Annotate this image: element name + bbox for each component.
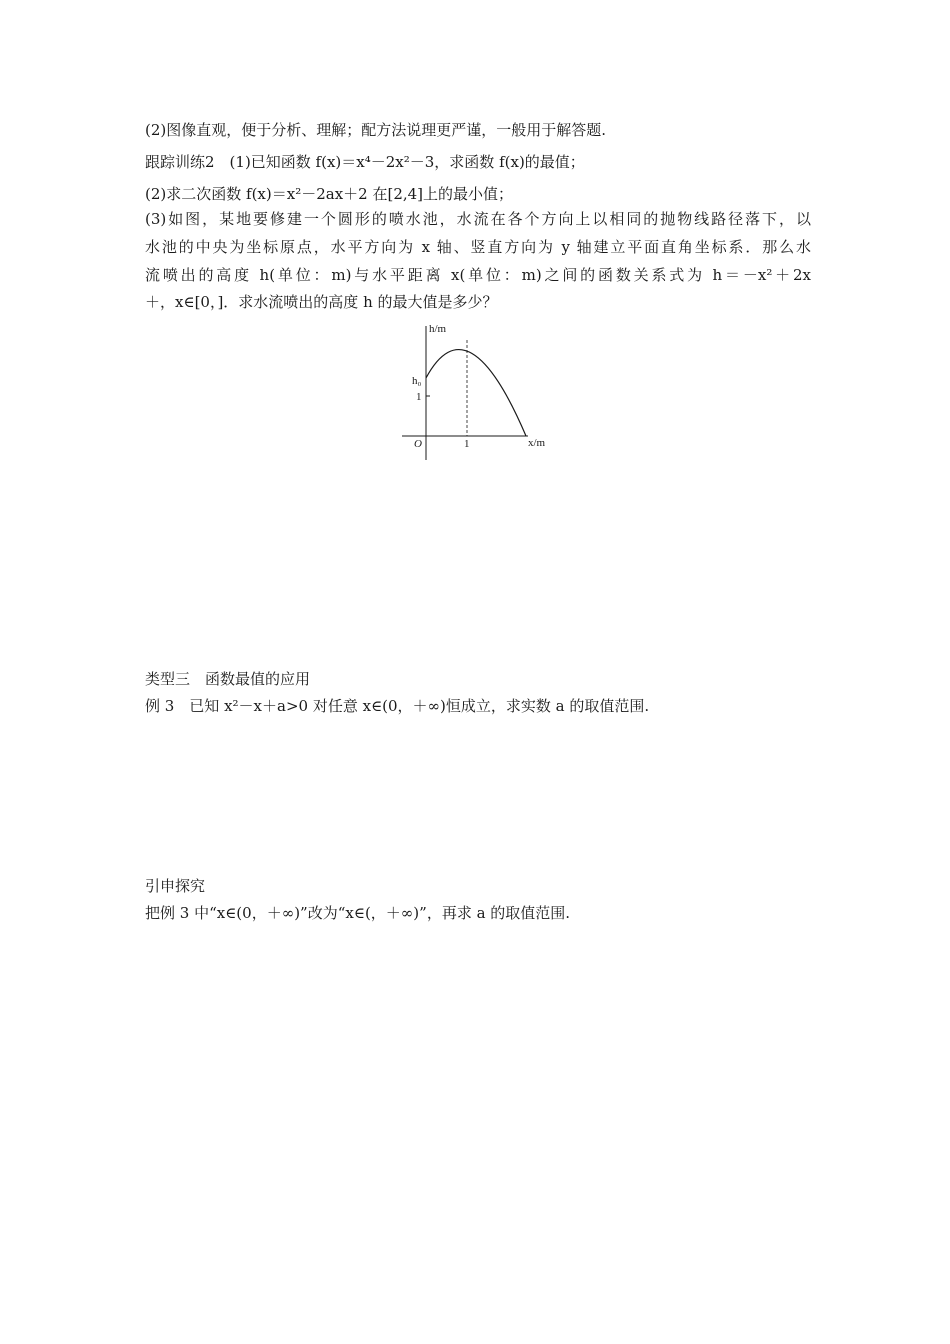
example-3: 例 3 已知 x²－x＋a>0 对任意 x∈(0，＋∞)恒成立，求实数 a 的取值范围.: [145, 697, 650, 715]
parabola-curve: [426, 350, 526, 436]
y-axis-label: h/m: [429, 323, 447, 335]
origin-label: O: [414, 438, 422, 450]
x-tick-label: 1: [464, 438, 470, 450]
y-tick-label: 1: [416, 391, 422, 403]
text-line-exercise-2: (2)求二次函数 f(x)＝x²－2ax＋2 在[2,4]上的最小值；: [145, 185, 514, 203]
section-heading: 类型三 函数最值的应用: [145, 670, 311, 688]
text-line-exercise-3b: 水池的中央为坐标原点，水平方向为 x 轴、竖直方向为 y 轴建立平面直角坐标系．那么水: [145, 238, 811, 256]
x-axis-label: x/m: [528, 437, 546, 449]
parabola-figure: [396, 316, 556, 462]
h0-label: h₀: [412, 375, 422, 387]
text-line-exercise-1: 跟踪训练2 (1)已知函数 f(x)＝x⁴－2x²－3，求函数 f(x)的最值；: [145, 153, 585, 171]
text-line-exercise-3d: ＋，x∈[0，]．求水流喷出的高度 h 的最大值是多少？: [145, 293, 498, 311]
extension-text: 把例 3 中“x∈(0，＋∞)”改为“x∈(，＋∞)”，再求 a 的取值范围.: [145, 904, 571, 922]
text-line-note: (2)图像直观，便于分析、理解；配方法说理更严谨，一般用于解答题.: [145, 121, 607, 139]
text-line-exercise-3a: (3)如图，某地要修建一个圆形的喷水池，水流在各个方向上以相同的抛物线路径落下，以: [145, 210, 811, 228]
extension-heading: 引申探究: [145, 877, 206, 895]
text-line-exercise-3c: 流喷出的高度 h(单位：m)与水平距离 x(单位：m)之间的函数关系式为 h＝－x²＋2x: [145, 266, 811, 284]
